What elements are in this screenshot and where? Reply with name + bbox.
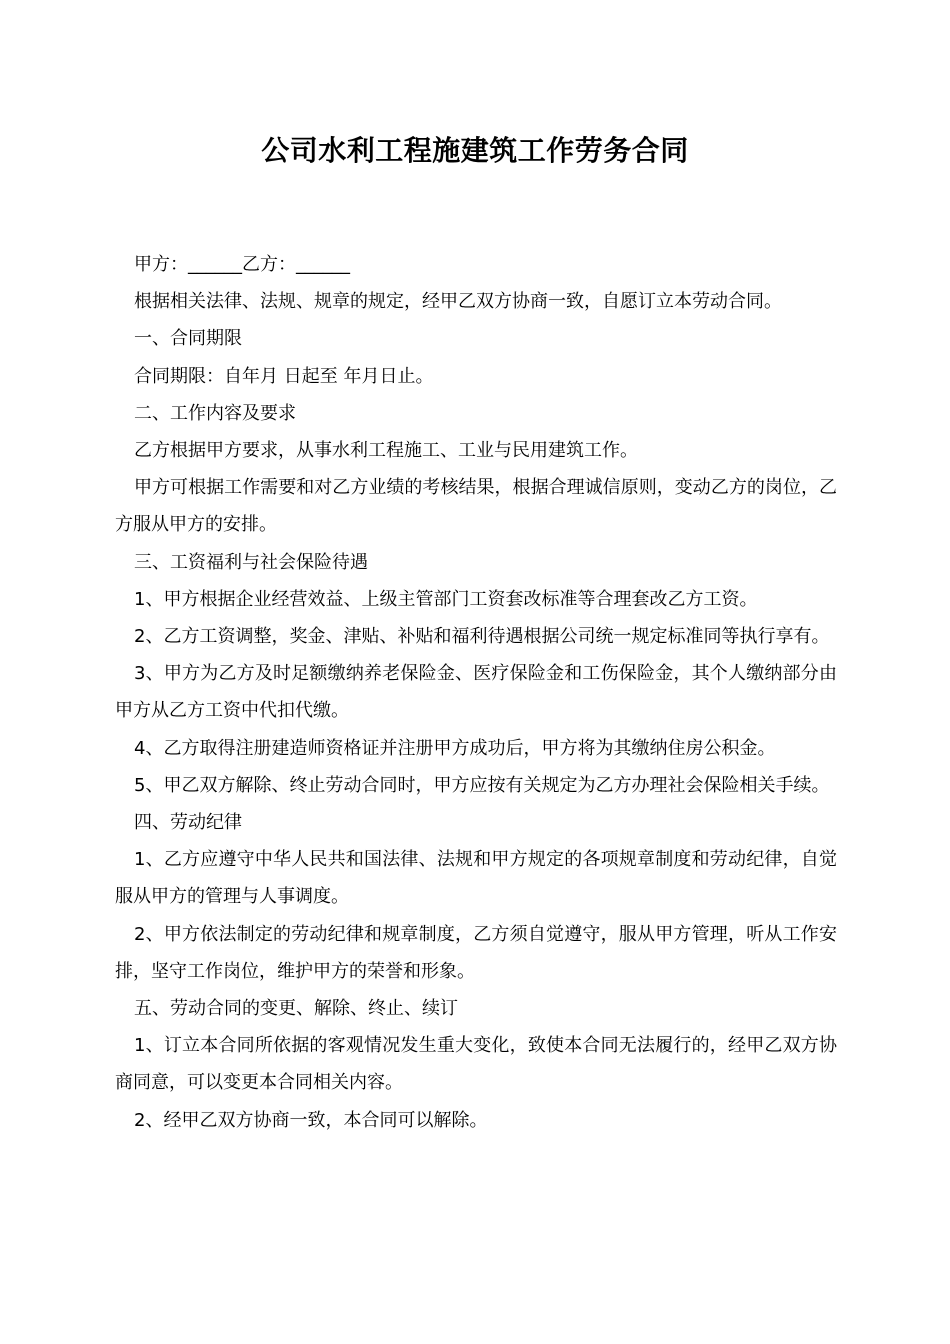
wages-clause-4: 4、乙方取得注册建造师资格证并注册甲方成功后，甲方将为其缴纳住房公积金。 (134, 737, 776, 759)
section-heading-discipline: 四、劳动纪律 (134, 812, 242, 834)
preamble: 根据相关法律、法规、规章的规定，经甲乙双方协商一致，自愿订立本劳动合同。 (134, 291, 782, 313)
discipline-clause-2: 2、甲方依法制定的劳动纪律和规章制度，乙方须自觉遵守，服从甲方管理，听从工作安排，坚守工作岗位，维护甲方的荣誉和形象。 (115, 923, 837, 982)
wages-clause-1: 1、甲方根据企业经营效益、上级主管部门工资套改标准等合理套改乙方工资。 (134, 588, 758, 610)
changes-clause-2: 2、经甲乙双方协商一致，本合同可以解除。 (134, 1109, 488, 1131)
changes-clause-1: 1、订立本合同所依据的客观情况发生重大变化，致使本合同无法履行的，经甲乙双方协商同意，可以变更本合同相关内容。 (115, 1035, 837, 1094)
wages-clause-3: 3、甲方为乙方及时足额缴纳养老保险金、医疗保险金和工伤保险金，其个人缴纳部分由甲方从乙方工资中代扣代缴。 (115, 663, 837, 722)
work-assignment: 甲方可根据工作需要和对乙方业绩的考核结果，根据合理诚信原则，变动乙方的岗位，乙方服从甲方的安排。 (115, 477, 837, 536)
contract-term: 合同期限：自年月 日起至 年月日止。 (134, 365, 434, 387)
work-content: 乙方根据甲方要求，从事水利工程施工、工业与民用建筑工作。 (134, 440, 638, 462)
section-heading-wages: 三、工资福利与社会保险待遇 (134, 551, 368, 573)
discipline-clause-1: 1、乙方应遵守中华人民共和国法律、法规和甲方规定的各项规章制度和劳动纪律，自觉服从甲方的管理与人事调度。 (115, 849, 837, 908)
party-line: 甲方：______乙方：______ (134, 254, 350, 275)
wages-clause-2: 2、乙方工资调整，奖金、津贴、补贴和福利待遇根据公司统一规定标准同等执行享有。 (134, 626, 830, 648)
section-heading-work: 二、工作内容及要求 (134, 402, 296, 424)
section-heading-changes: 五、劳动合同的变更、解除、终止、续订 (134, 998, 458, 1020)
wages-clause-5: 5、甲乙双方解除、终止劳动合同时，甲方应按有关规定为乙方办理社会保险相关手续。 (134, 774, 830, 796)
document-body (115, 246, 837, 1139)
section-heading-term: 一、合同期限 (134, 328, 242, 350)
document-title: 公司水利工程施建筑工作劳务合同 (261, 134, 689, 167)
